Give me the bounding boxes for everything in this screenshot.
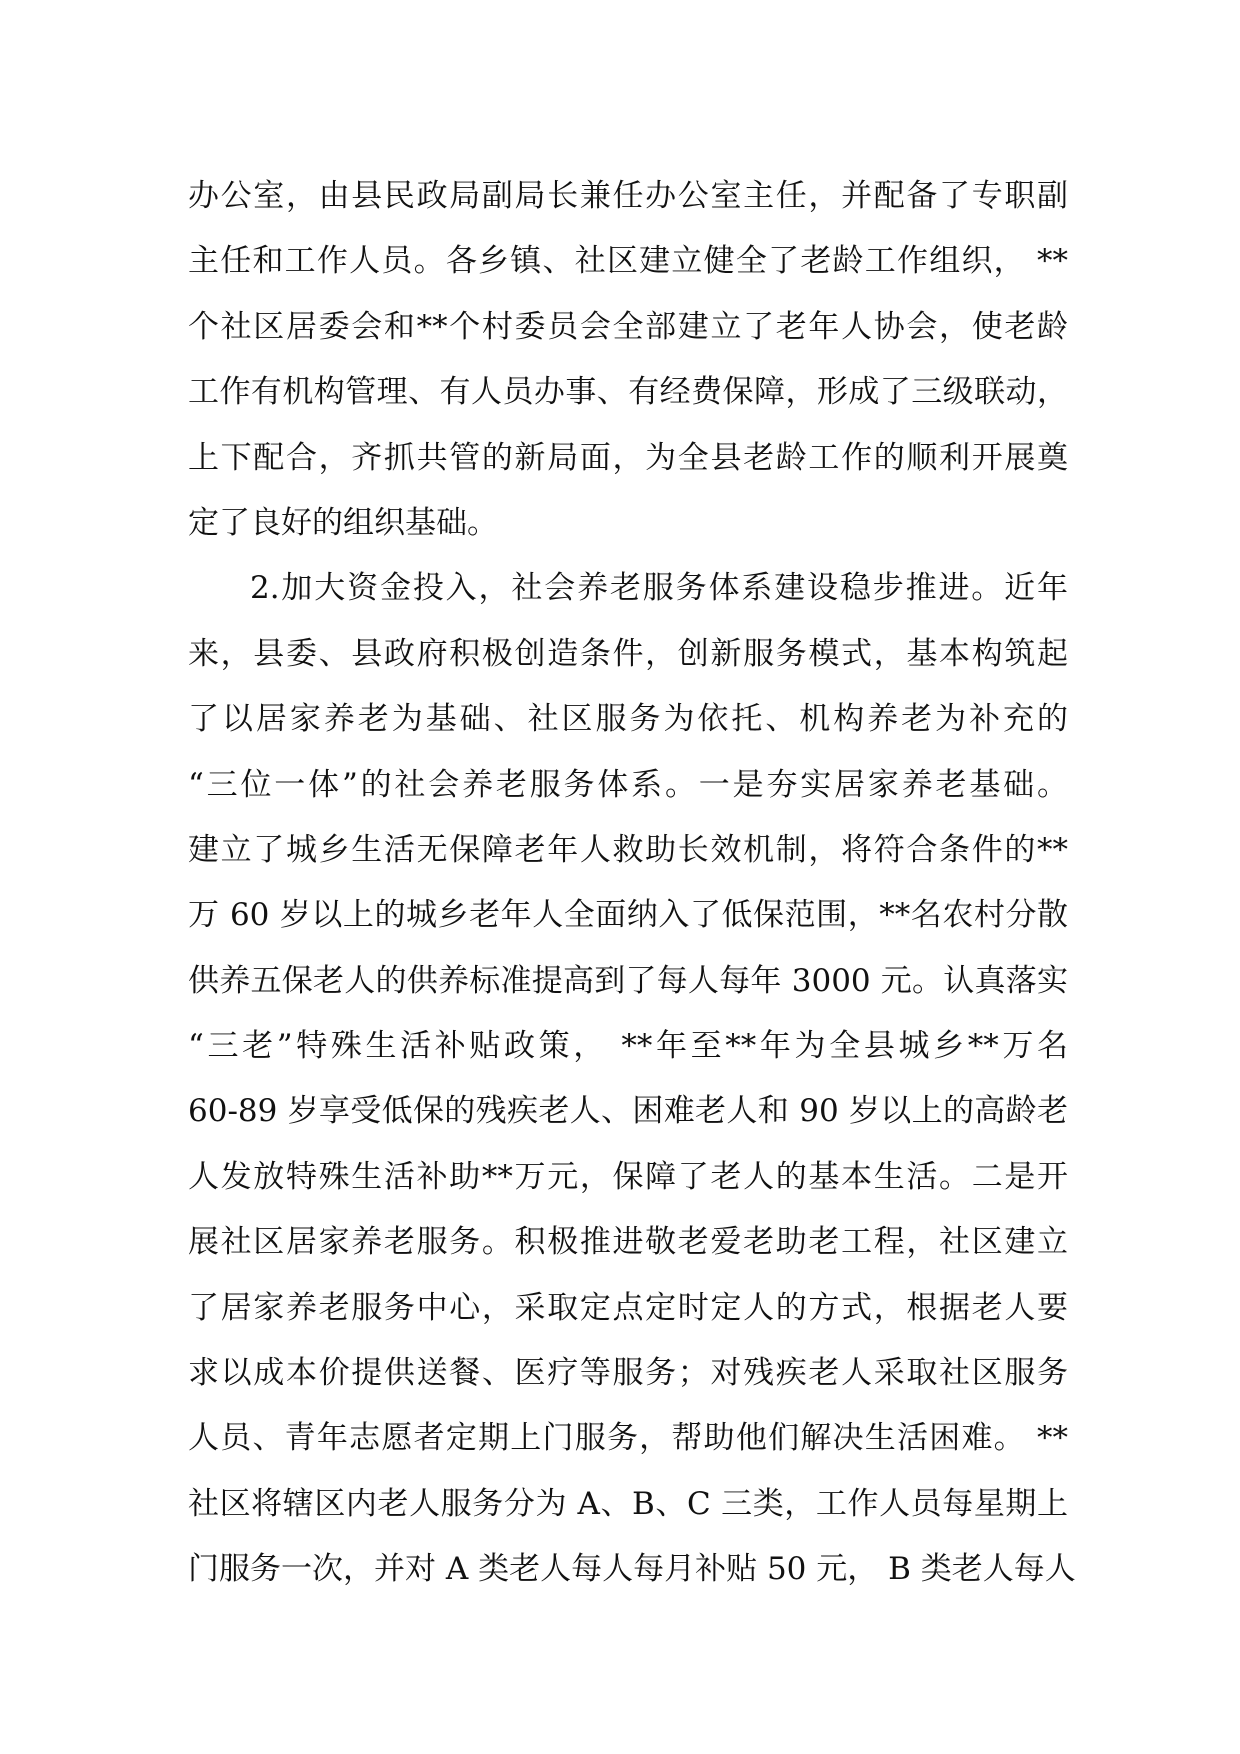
- text-line: 了以居家养老为基础、社区服务为依托、机构养老为补充的: [188, 701, 1068, 738]
- body-text: [188, 164, 1076, 1603]
- text-line: 门服务一次，并对 A 类老人每人每月补贴 50 元， B 类老人每人: [188, 1551, 1076, 1588]
- text-line: 工作有机构管理、有人员办事、有经费保障，形成了三级联动，: [188, 374, 1068, 411]
- text-line: 求以成本价提供送餐、医疗等服务；对残疾老人采取社区服务: [188, 1355, 1068, 1392]
- text-line: 定了良好的组织基础。: [188, 504, 498, 541]
- text-line: 个社区居委会和**个村委员会全部建立了老年人协会，使老龄: [188, 308, 1068, 345]
- text-line: 了居家养老服务中心，采取定点定时定人的方式，根据老人要: [188, 1289, 1068, 1326]
- text-line: “三老”特殊生活补贴政策， **年至**年为全县城乡**万名: [188, 1028, 1068, 1065]
- text-line: 来，县委、县政府积极创造条件，创新服务模式，基本构筑起: [188, 635, 1068, 672]
- text-line: 办公室，由县民政局副局长兼任办公室主任，并配备了专职副: [188, 178, 1068, 214]
- text-line: 主任和工作人员。各乡镇、社区建立健全了老龄工作组织， **: [188, 243, 1068, 280]
- text-line: 上下配合，齐抓共管的新局面，为全县老龄工作的顺利开展奠: [188, 439, 1068, 476]
- text-line: 人发放特殊生活补助**万元，保障了老人的基本生活。二是开: [188, 1158, 1068, 1195]
- text-line: “三位一体”的社会养老服务体系。一是夯实居家养老基础。: [188, 766, 1068, 803]
- text-line: 建立了城乡生活无保障老年人救助长效机制，将符合条件的**: [188, 831, 1068, 868]
- text-line: 供养五保老人的供养标准提高到了每人每年 3000 元。认真落实: [188, 962, 1068, 999]
- text-line: 展社区居家养老服务。积极推进敬老爱老助老工程，社区建立: [188, 1224, 1068, 1261]
- text-line: 人员、青年志愿者定期上门服务，帮助他们解决生活困难。 **: [188, 1420, 1068, 1457]
- text-line: 万 60 岁以上的城乡老年人全面纳入了低保范围，**名农村分散: [188, 897, 1068, 934]
- text-line: 社区将辖区内老人服务分为 A、B、C 三类，工作人员每星期上: [188, 1485, 1068, 1522]
- text-line: 60-89 岁享受低保的残疾老人、困难老人和 90 岁以上的高龄老: [188, 1093, 1068, 1130]
- paragraph-heading-line: 2.加大资金投入，社会养老服务体系建设稳步推进。近年: [250, 570, 1068, 607]
